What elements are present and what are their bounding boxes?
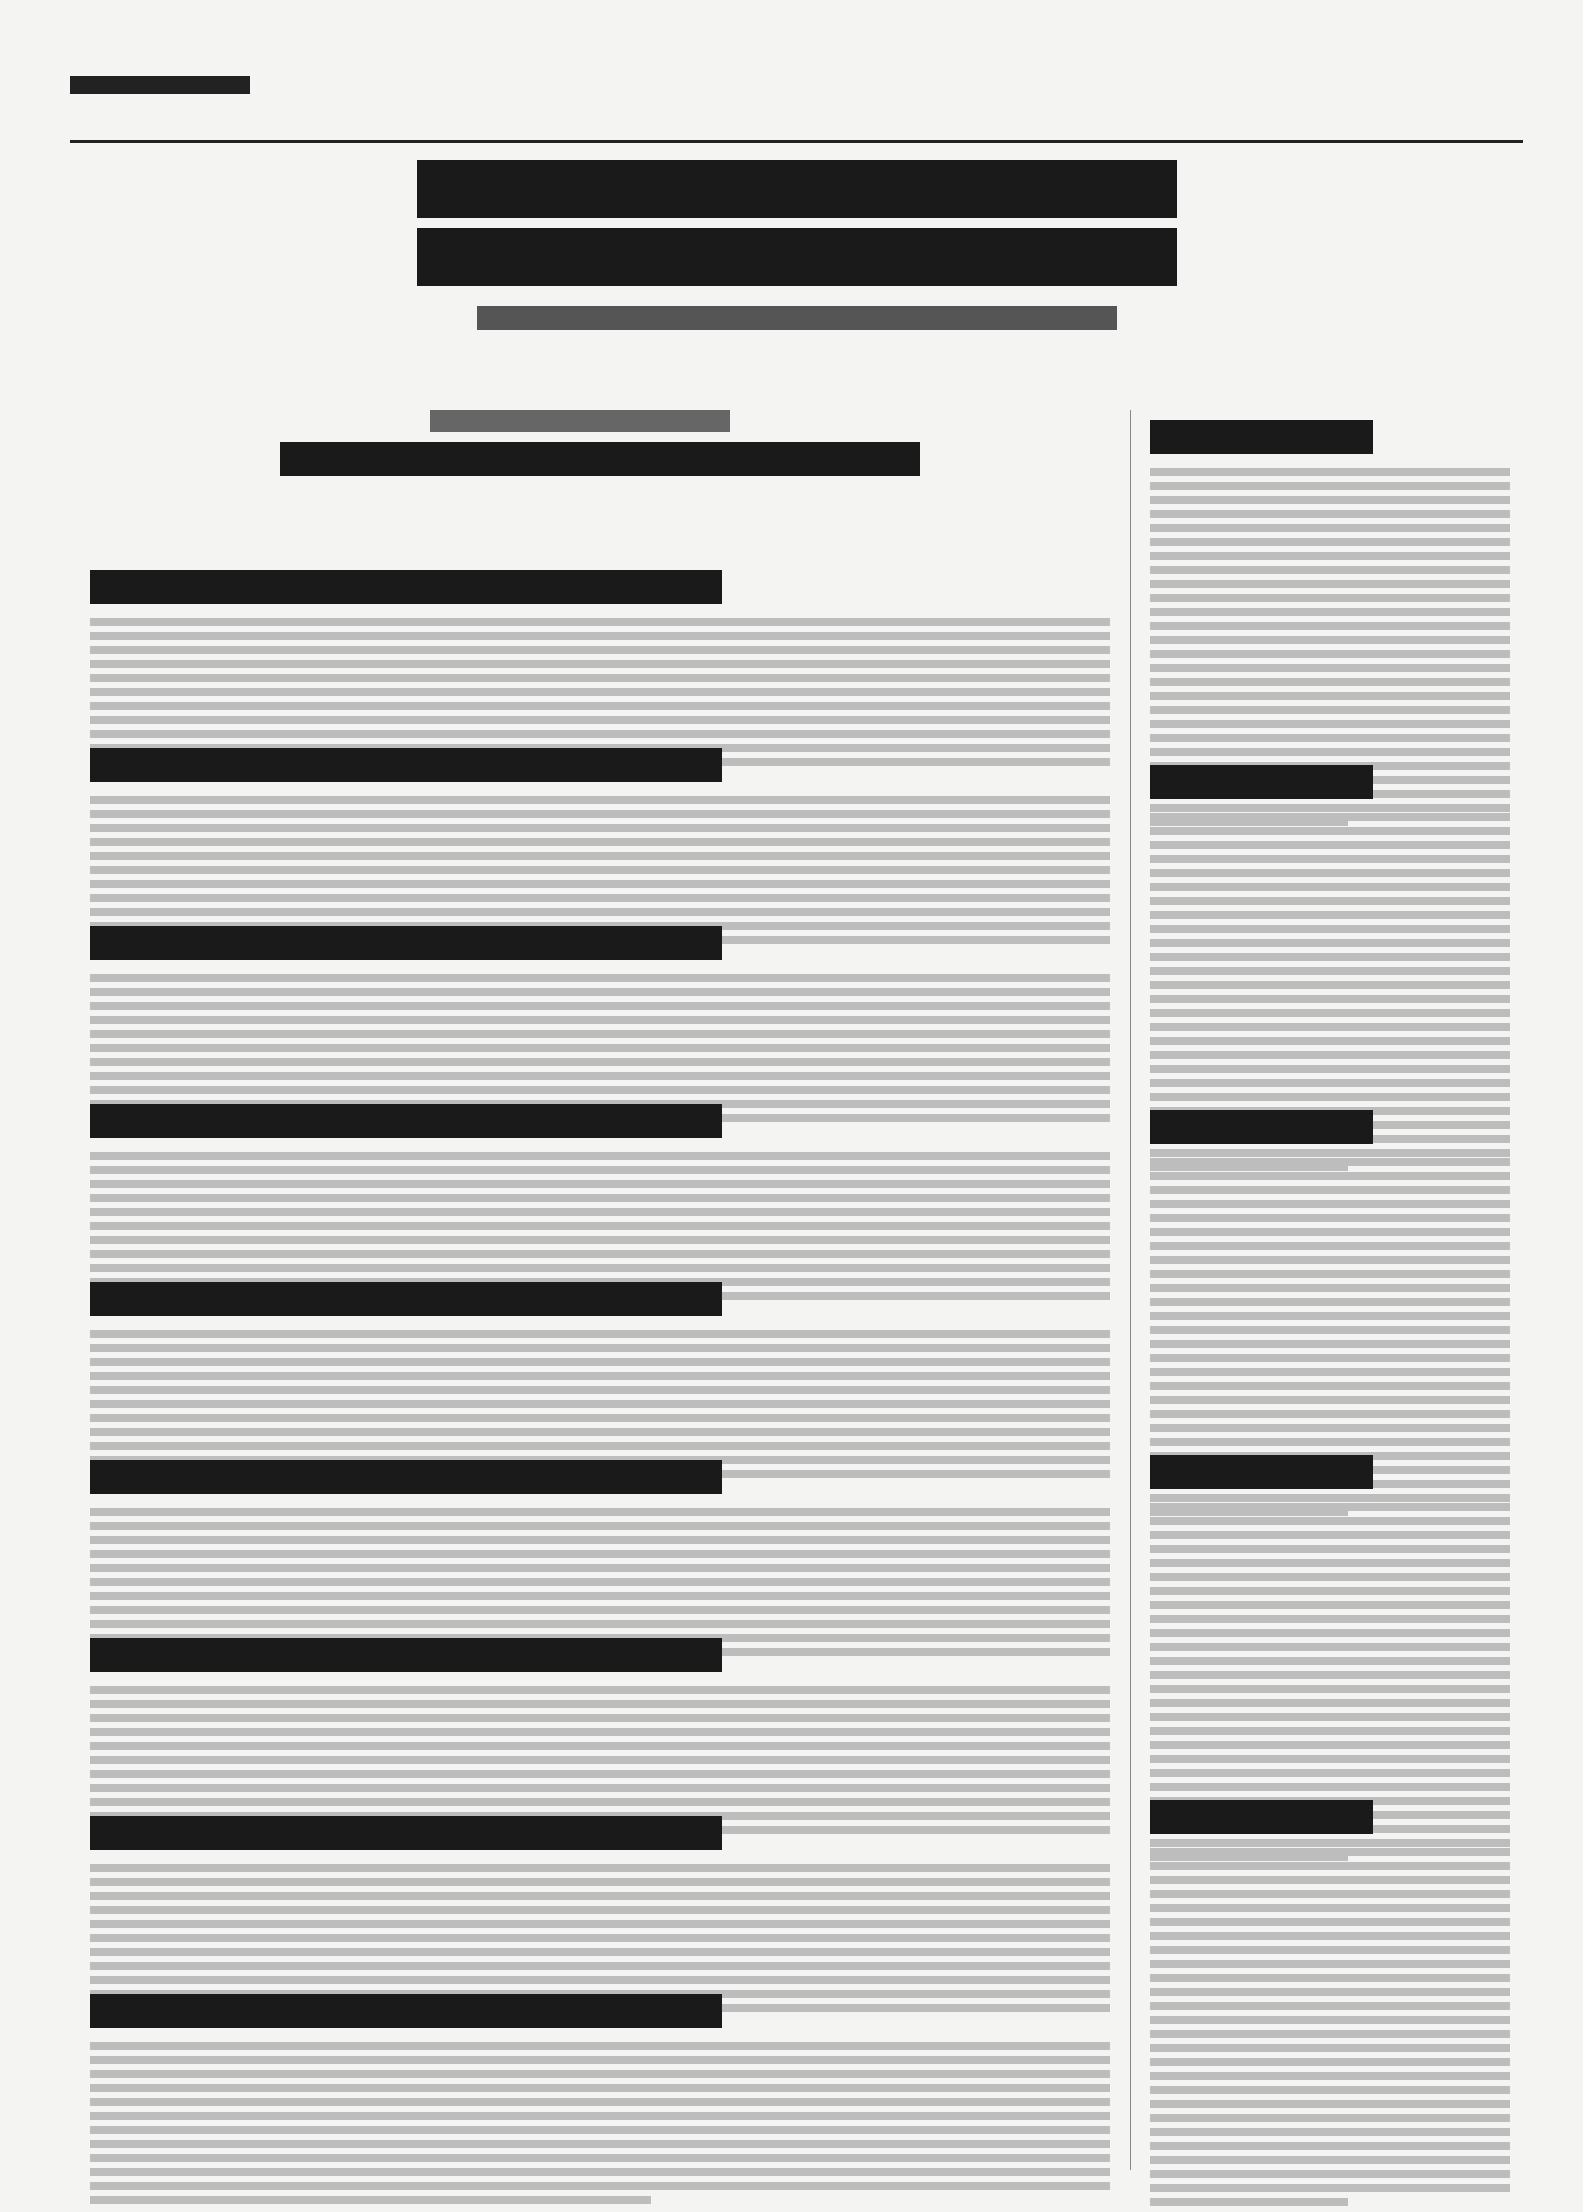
text-line — [90, 1344, 1110, 1352]
text-line — [90, 1784, 1110, 1792]
text-line — [1150, 827, 1510, 835]
text-line — [1150, 720, 1510, 728]
text-line — [90, 1222, 1110, 1230]
top-rule — [70, 140, 1523, 143]
text-line — [1150, 734, 1510, 742]
text-line — [90, 1756, 1110, 1764]
text-line — [90, 716, 1110, 724]
text-line — [1150, 1340, 1510, 1348]
text-line — [90, 2182, 1110, 2190]
text-line — [90, 880, 1110, 888]
text-line — [90, 1030, 1110, 1038]
text-line — [1150, 2170, 1510, 2178]
text-line — [1150, 538, 1510, 546]
text-line — [90, 1686, 1110, 1694]
text-line — [90, 674, 1110, 682]
text-line — [1150, 1396, 1510, 1404]
text-line — [1150, 1242, 1510, 1250]
text-line — [90, 1044, 1110, 1052]
text-line — [1150, 2114, 1510, 2122]
text-line — [1150, 1601, 1510, 1609]
text-line — [1150, 1946, 1510, 1954]
article-block-title — [90, 570, 722, 604]
text-line — [90, 646, 1110, 654]
side-article-block-title — [1150, 765, 1373, 799]
text-line — [90, 1058, 1110, 1066]
text-line — [90, 1742, 1110, 1750]
text-line — [1150, 1503, 1510, 1511]
text-line — [1150, 953, 1510, 961]
text-line — [1150, 510, 1510, 518]
text-line — [1150, 1587, 1510, 1595]
text-line — [90, 894, 1110, 902]
text-line — [90, 988, 1110, 996]
text-line — [1150, 925, 1510, 933]
text-line — [90, 1770, 1110, 1778]
text-line — [1150, 967, 1510, 975]
text-line — [1150, 2198, 1348, 2206]
text-line — [90, 1578, 1110, 1586]
text-line — [1150, 706, 1510, 714]
text-line — [90, 866, 1110, 874]
side-article-block-title — [1150, 1110, 1373, 1144]
text-line — [90, 1152, 1110, 1160]
text-line — [1150, 1424, 1510, 1432]
text-line — [1150, 1009, 1510, 1017]
text-line — [1150, 1326, 1510, 1334]
text-line — [90, 1976, 1110, 1984]
article-block-title — [90, 1816, 722, 1850]
text-line — [1150, 1382, 1510, 1390]
text-line — [90, 2154, 1110, 2162]
paper-logo — [70, 70, 250, 116]
text-line — [1150, 2002, 1510, 2010]
text-line — [90, 1962, 1110, 1970]
text-line — [90, 1016, 1110, 1024]
text-line — [1150, 855, 1510, 863]
text-line — [90, 1072, 1110, 1080]
text-line — [90, 1194, 1110, 1202]
article-block-title — [90, 748, 722, 782]
text-line — [1150, 636, 1510, 644]
text-line — [1150, 897, 1510, 905]
text-line — [1150, 1643, 1510, 1651]
text-line — [1150, 995, 1510, 1003]
text-line — [1150, 2030, 1510, 2038]
text-line — [90, 1180, 1110, 1188]
side-article-block-title — [1150, 1455, 1373, 1489]
text-line — [90, 1428, 1110, 1436]
text-line — [90, 1878, 1110, 1886]
side-column — [1150, 410, 1510, 2170]
text-line — [1150, 1186, 1510, 1194]
lead-title — [280, 442, 920, 476]
text-line — [90, 2140, 1110, 2148]
article-block-title — [90, 926, 722, 960]
text-line — [1150, 2184, 1510, 2192]
text-line — [1150, 1517, 1510, 1525]
text-line — [1150, 622, 1510, 630]
text-line — [1150, 2044, 1510, 2052]
lead-kicker — [430, 410, 730, 432]
text-line — [90, 1798, 1110, 1806]
text-line — [1150, 939, 1510, 947]
text-line — [1150, 1410, 1510, 1418]
text-line — [1150, 1158, 1510, 1166]
text-line — [1150, 1615, 1510, 1623]
text-line — [1150, 1312, 1510, 1320]
text-line — [90, 1550, 1110, 1558]
text-line — [1150, 1200, 1510, 1208]
text-line — [1150, 650, 1510, 658]
text-line — [1150, 813, 1510, 821]
text-line — [1150, 1890, 1510, 1898]
text-line — [90, 1948, 1110, 1956]
text-line — [90, 1934, 1110, 1942]
text-line — [1150, 1270, 1510, 1278]
text-line — [90, 1250, 1110, 1258]
text-line — [90, 974, 1110, 982]
section-tag — [262, 78, 372, 104]
text-line — [1150, 1284, 1510, 1292]
text-line — [1150, 2058, 1510, 2066]
text-line — [1150, 2086, 1510, 2094]
text-line — [1150, 1559, 1510, 1567]
page-title — [1300, 60, 1530, 116]
text-line — [90, 688, 1110, 696]
text-line — [1150, 1051, 1510, 1059]
text-line — [1150, 869, 1510, 877]
text-line — [90, 1086, 1110, 1094]
text-line — [1150, 1862, 1510, 1870]
text-line — [90, 1264, 1110, 1272]
text-line — [1150, 1769, 1510, 1777]
article-block-title — [90, 1460, 722, 1494]
text-line — [1150, 608, 1510, 616]
text-line — [90, 810, 1110, 818]
text-line — [90, 2196, 651, 2204]
article-block — [90, 1984, 1110, 2210]
text-line — [90, 1864, 1110, 1872]
headline-line-1 — [417, 160, 1177, 218]
text-line — [90, 2126, 1110, 2134]
text-line — [90, 1920, 1110, 1928]
article-block-title — [90, 1104, 722, 1138]
text-line — [90, 1002, 1110, 1010]
text-line — [90, 1414, 1110, 1422]
text-line — [1150, 1741, 1510, 1749]
text-line — [90, 730, 1110, 738]
text-line — [1150, 664, 1510, 672]
text-line — [1150, 2156, 1510, 2164]
text-line — [1150, 1657, 1510, 1665]
text-line — [90, 1208, 1110, 1216]
headline-subtitle — [477, 306, 1117, 330]
side-article-block-title — [1150, 1800, 1373, 1834]
text-line — [1150, 1228, 1510, 1236]
text-line — [1150, 1079, 1510, 1087]
text-line — [1150, 580, 1510, 588]
text-line — [1150, 1848, 1510, 1856]
text-line — [1150, 1368, 1510, 1376]
text-line — [1150, 1876, 1510, 1884]
text-line — [90, 824, 1110, 832]
text-line — [90, 852, 1110, 860]
text-line — [1150, 2072, 1510, 2080]
text-line — [1150, 1172, 1510, 1180]
column-divider — [1130, 410, 1131, 2170]
text-line — [90, 1358, 1110, 1366]
text-line — [1150, 1298, 1510, 1306]
text-line — [90, 2168, 1110, 2176]
text-line — [1150, 1755, 1510, 1763]
text-line — [1150, 1629, 1510, 1637]
article-block-title — [90, 1638, 722, 1672]
text-line — [90, 632, 1110, 640]
text-line — [90, 1700, 1110, 1708]
text-line — [1150, 594, 1510, 602]
side-article-block — [1150, 1790, 1510, 2212]
text-line — [1150, 524, 1510, 532]
text-line — [90, 2042, 1110, 2050]
side-article-block-body — [1150, 1848, 1510, 2206]
text-line — [1150, 692, 1510, 700]
text-line — [90, 838, 1110, 846]
text-line — [90, 1620, 1110, 1628]
text-line — [90, 1906, 1110, 1914]
text-line — [1150, 1727, 1510, 1735]
text-line — [90, 1372, 1110, 1380]
text-line — [90, 1592, 1110, 1600]
text-line — [90, 1522, 1110, 1530]
text-line — [1150, 1904, 1510, 1912]
article-block-body — [90, 2042, 1110, 2204]
text-line — [1150, 1065, 1510, 1073]
text-line — [90, 1508, 1110, 1516]
text-line — [90, 2098, 1110, 2106]
article-block-title — [90, 1282, 722, 1316]
text-line — [90, 1330, 1110, 1338]
text-line — [1150, 1713, 1510, 1721]
text-line — [90, 1714, 1110, 1722]
text-line — [90, 1606, 1110, 1614]
text-line — [90, 618, 1110, 626]
text-line — [1150, 1671, 1510, 1679]
text-line — [1150, 552, 1510, 560]
text-line — [1150, 981, 1510, 989]
article-block-title — [90, 1994, 722, 2028]
text-line — [90, 908, 1110, 916]
text-line — [90, 2056, 1110, 2064]
text-line — [1150, 2016, 1510, 2024]
text-line — [90, 1564, 1110, 1572]
text-line — [90, 702, 1110, 710]
text-line — [1150, 2100, 1510, 2108]
headline-line-2 — [417, 228, 1177, 286]
text-line — [1150, 1531, 1510, 1539]
text-line — [1150, 1918, 1510, 1926]
text-line — [1150, 1932, 1510, 1940]
text-line — [1150, 883, 1510, 891]
text-line — [1150, 566, 1510, 574]
text-line — [1150, 482, 1510, 490]
text-line — [1150, 678, 1510, 686]
text-line — [90, 2112, 1110, 2120]
text-line — [90, 1166, 1110, 1174]
text-line — [90, 1400, 1110, 1408]
text-line — [1150, 1974, 1510, 1982]
text-line — [1150, 1573, 1510, 1581]
text-line — [90, 796, 1110, 804]
text-line — [1150, 2128, 1510, 2136]
text-line — [1150, 1960, 1510, 1968]
text-line — [90, 2070, 1110, 2078]
side-article-block-title — [1150, 420, 1373, 454]
text-line — [1150, 1685, 1510, 1693]
text-line — [90, 1728, 1110, 1736]
text-line — [90, 1386, 1110, 1394]
text-line — [1150, 1037, 1510, 1045]
text-line — [1150, 2142, 1510, 2150]
text-line — [90, 2084, 1110, 2092]
text-line — [1150, 1699, 1510, 1707]
text-line — [1150, 1214, 1510, 1222]
text-line — [1150, 911, 1510, 919]
main-column — [90, 410, 1110, 2170]
text-line — [1150, 468, 1510, 476]
text-line — [1150, 1988, 1510, 1996]
text-line — [1150, 841, 1510, 849]
text-line — [90, 1442, 1110, 1450]
lead-article — [90, 410, 1110, 476]
text-line — [1150, 1023, 1510, 1031]
headline-area — [70, 150, 1523, 390]
text-line — [1150, 1256, 1510, 1264]
text-line — [90, 1236, 1110, 1244]
text-line — [1150, 1354, 1510, 1362]
text-line — [1150, 1545, 1510, 1553]
text-line — [90, 660, 1110, 668]
text-line — [1150, 496, 1510, 504]
text-line — [90, 1892, 1110, 1900]
text-line — [90, 1536, 1110, 1544]
